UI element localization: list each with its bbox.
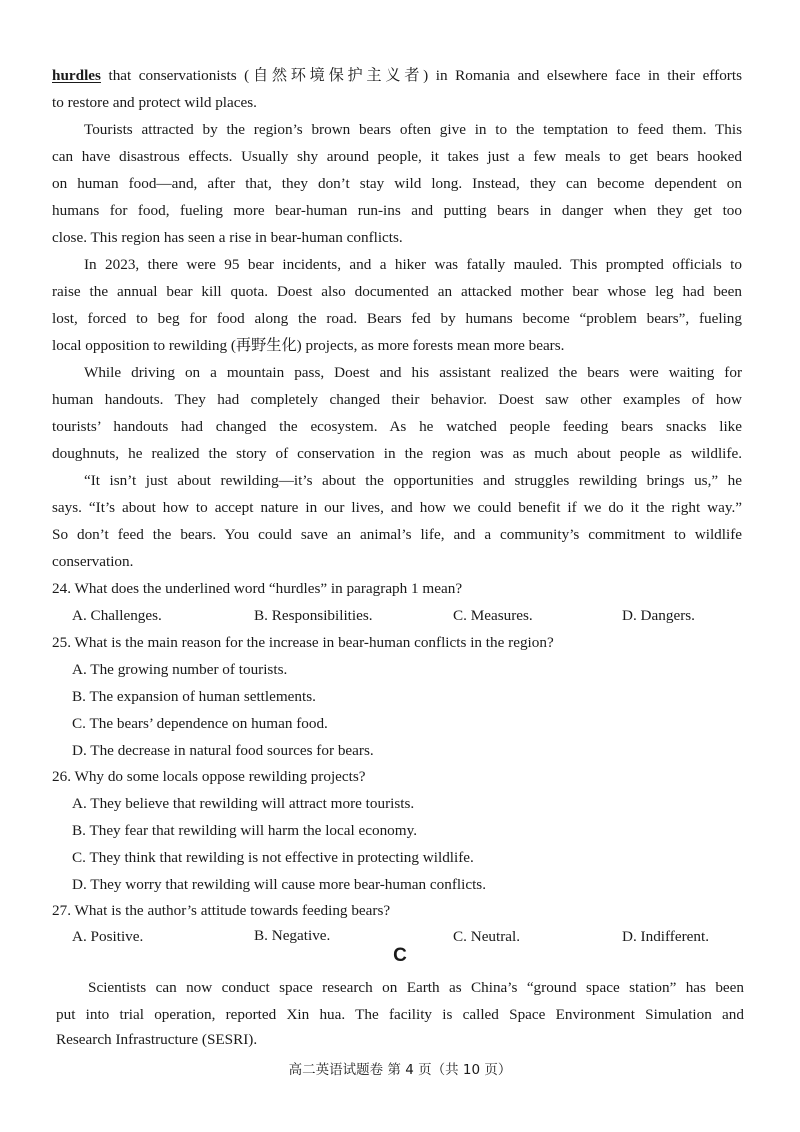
passage-b-p2-line: Tourists attracted by the region’s brown bears often give in to the temptation to feed them. This xyxy=(84,121,742,138)
question-27-option-c: C. Neutral. xyxy=(453,928,521,945)
question-27-option-d: D. Indifferent. xyxy=(622,928,710,945)
question-26-option-b: B. They fear that rewilding will harm the local economy. xyxy=(72,822,417,839)
question-25-option-c: C. The bears’ dependence on human food. xyxy=(72,715,328,732)
section-c-p1-line: put into trial operation, reported Xin hua. The facility is called Space Environment Simulation and xyxy=(56,1006,744,1023)
question-24-option-c: C. Measures. xyxy=(453,607,533,624)
section-c-heading: C xyxy=(393,945,407,966)
passage-b-p5-line: So don’t feed the bears. You could save an animal’s life, and a community’s commitment to wildlife xyxy=(52,526,742,543)
question-26-stem: 26. Why do some locals oppose rewilding projects? xyxy=(52,768,366,785)
question-27-option-b: B. Negative. xyxy=(254,927,331,944)
question-27-stem: 27. What is the author’s attitude towards feeding bears? xyxy=(52,902,391,919)
question-24-option-b: B. Responsibilities. xyxy=(254,607,373,624)
question-25-option-a: A. The growing number of tourists. xyxy=(72,661,288,678)
passage-b-p3-line: In 2023, there were 95 bear incidents, and a hiker was fatally mauled. This prompted officials to xyxy=(84,256,742,273)
passage-b-p2-line: can have disastrous effects. Usually shy around people, it takes just a few meals to get bears hooked xyxy=(52,148,742,165)
passage-b-p4-line: doughnuts, he realized the story of conservation in the region was as much about people as wildlife. xyxy=(52,445,742,462)
question-24-option-a: A. Challenges. xyxy=(72,607,162,624)
passage-b-p5-line: conservation. xyxy=(52,553,134,570)
underlined-keyword: hurdles xyxy=(52,67,101,84)
section-c-p1-line: Research Infrastructure (SESRI). xyxy=(56,1031,258,1048)
passage-b-p1-line2: to restore and protect wild places. xyxy=(52,94,257,111)
question-25-stem: 25. What is the main reason for the increase in bear-human conflicts in the region? xyxy=(52,634,554,651)
question-26-option-c: C. They think that rewilding is not effective in protecting wildlife. xyxy=(72,849,474,866)
question-26-option-d: D. They worry that rewilding will cause more bear-human conflicts. xyxy=(72,876,486,893)
passage-b-p3-line: raise the annual bear kill quota. Doest also documented an attacked mother bear whose leg had been xyxy=(52,283,742,300)
passage-b-p4-line: tourists’ handouts had changed the ecosystem. As he watched people feeding bears snacks like xyxy=(52,418,742,435)
question-25-option-d: D. The decrease in natural food sources for bears. xyxy=(72,742,374,759)
passage-b-p2-line: humans for food, fueling more bear-human run-ins and putting bears in danger when they get too xyxy=(52,202,742,219)
passage-b-p4-line: While driving on a mountain pass, Doest and his assistant realized the bears were waiting for xyxy=(84,364,742,381)
question-26-option-a: A. They believe that rewilding will attract more tourists. xyxy=(72,795,415,812)
question-24-option-d: D. Dangers. xyxy=(622,607,695,624)
passage-b-p2-line: close. This region has seen a rise in bear-human conflicts. xyxy=(52,229,403,246)
section-c-p1-line: Scientists can now conduct space research on Earth as China’s “ground space station” has been xyxy=(88,979,744,996)
passage-b-p5-line: says. “It’s about how to accept nature in our lives, and how we could benefit if we do it the right way.” xyxy=(52,499,742,516)
page-footer: 高二英语试题卷 第 4 页（共 10 页） xyxy=(288,1062,512,1078)
passage-b-p4-line: human handouts. They had completely changed their behavior. Doest saw other examples of how xyxy=(52,391,742,408)
question-27-option-a: A. Positive. xyxy=(72,928,144,945)
question-24-stem: 24. What does the underlined word “hurdles” in paragraph 1 mean? xyxy=(52,580,463,597)
question-25-option-b: B. The expansion of human settlements. xyxy=(72,688,316,705)
passage-b-p5-line: “It isn’t just about rewilding—it’s about the opportunities and struggles rewilding brings us,” he xyxy=(84,472,742,489)
passage-b-p2-line: on human food—and, after that, they don’t stay wild long. Instead, they can become dependent on xyxy=(52,175,742,192)
passage-b-p1-line1: hurdles that conservationists (自然环境保护主义者) in Romania and elsewhere face in their efforts xyxy=(52,67,742,84)
passage-b-p3-line: lost, forced to beg for food along the road. Bears fed by humans become “problem bears”, fueling xyxy=(52,310,742,327)
passage-b-p3-line: local opposition to rewilding (再野生化) projects, as more forests mean more bears. xyxy=(52,337,565,354)
